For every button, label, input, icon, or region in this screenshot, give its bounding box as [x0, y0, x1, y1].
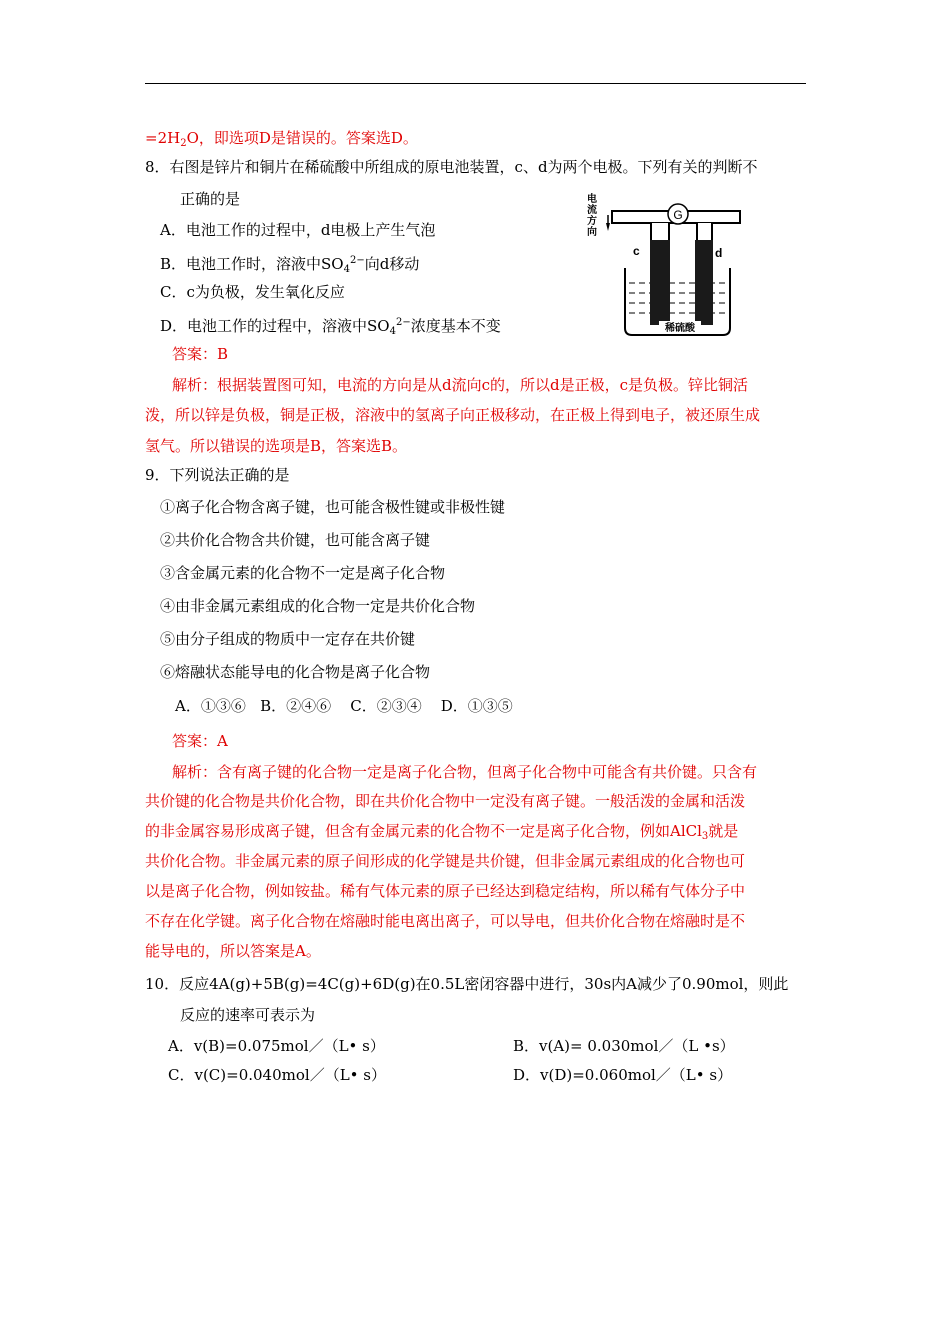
q9-statement: ⑥熔融状态能导电的化合物是离子化合物	[160, 663, 431, 681]
q9-options: A．①③⑥ B．②④⑥ C．②③④ D．①③⑤	[175, 697, 513, 715]
q9-analysis-line: 解析：含有离子键的化合物一定是离子化合物，但离子化合物中可能含有共价键。只含有	[172, 763, 758, 781]
electrode-d	[695, 240, 713, 325]
q9-analysis-line: 以是离子化合物，例如铵盐。稀有气体元素的原子已经达到稳定结构，所以稀有气体分子中	[145, 882, 746, 900]
q9-statement: ⑤由分子组成的物质中一定存在共价键	[160, 630, 416, 648]
q9-answer: 答案：A	[172, 732, 228, 750]
solution-label: 稀硫酸	[665, 323, 695, 334]
q9-statement: ④由非金属元素组成的化合物一定是共价化合物	[160, 597, 476, 615]
header-rule	[145, 83, 806, 84]
q9-stem: 9．下列说法正确的是	[145, 466, 290, 484]
current-label-4: 向	[587, 227, 597, 238]
q8-analysis-line: 泼，所以锌是负极，铜是正极，溶液中的氢离子向正极移动，在正极上得到电子，被还原生成	[145, 406, 761, 424]
q9-analysis-line: 不存在化学键。离子化合物在熔融时能电离出离子，可以导电，但共价化合物在熔融时是不	[145, 912, 746, 930]
q8-option-b: B．电池工作时，溶液中$SO_4^{2-}$向d移动	[160, 255, 420, 275]
q10-option-d: D．v(D)=0.060mol／（L• s）	[513, 1066, 733, 1084]
q8-answer: 答案：B	[172, 345, 229, 363]
current-label-2: 流	[587, 205, 597, 216]
current-label-3: 方	[587, 216, 597, 227]
electrode-d-label: d	[715, 246, 723, 260]
q10-option-c: C．v(C)=0.040mol／（L• s）	[168, 1066, 386, 1084]
q9-statement: ③含金属元素的化合物不一定是离子化合物	[160, 564, 446, 582]
electrode-c	[650, 240, 670, 325]
q10-stem: 10．反应4A(g)+5B(g)=4C(g)+6D(g)在0.5L密闭容器中进行，30s内A减少了0.90mol，则此	[145, 975, 789, 993]
q8-option-c: C．c为负极，发生氧化反应	[160, 283, 345, 301]
current-label-1: 电	[587, 194, 597, 205]
q8-analysis-line: 解析：根据装置图可知，电流的方向是从d流向c的，所以d是正极，c是负极。锌比铜活	[172, 376, 749, 394]
electrode-c-label: c	[633, 244, 640, 258]
q9-statement: ②共价化合物含共价键，也可能含离子键	[160, 531, 431, 549]
q9-analysis-line: 共价键的化合物是共价化合物，即在共价化合物中一定没有离子键。一般活泼的金属和活泼	[145, 792, 746, 810]
q8-stem: 8．右图是锌片和铜片在稀硫酸中所组成的原电池装置，c、d为两个电极。下列有关的判断不	[145, 158, 758, 176]
q10-option-b: B．v(A)= 0.030mol／（L •s）	[513, 1037, 735, 1055]
galvanometer-label: G	[673, 208, 683, 222]
q8-analysis-line: 氢气。所以错误的选项是B，答案选B。	[145, 437, 408, 455]
q9-analysis-line: 共价化合物。非金属元素的原子间形成的化学键是共价键，但非金属元素组成的化合物也可	[145, 852, 746, 870]
q8-option-a: A．电池工作的过程中，d电极上产生气泡	[160, 221, 436, 239]
q9-analysis-line: 能导电的，所以答案是A。	[145, 942, 321, 960]
galvanic-cell-diagram	[585, 193, 745, 343]
q8-option-d: D．电池工作的过程中，溶液中$SO_4^{2-}$浓度基本不变	[160, 317, 501, 337]
q9-statement: ①离子化合物含离子键，也可能含极性键或非极性键	[160, 498, 506, 516]
q10-option-a: A．v(B)=0.075mol／（L• s）	[168, 1037, 385, 1055]
q8-stem-cont: 正确的是	[180, 190, 241, 208]
previous-answer-tail: $=2H_2O$，即选项D是错误的。答案选D。	[145, 129, 418, 149]
q9-analysis-line: 的非金属容易形成离子键，但含有金属元素的化合物不一定是离子化合物，例如AlCl$_3$就是	[145, 822, 739, 842]
q10-stem-cont: 反应的速率可表示为	[180, 1006, 316, 1024]
